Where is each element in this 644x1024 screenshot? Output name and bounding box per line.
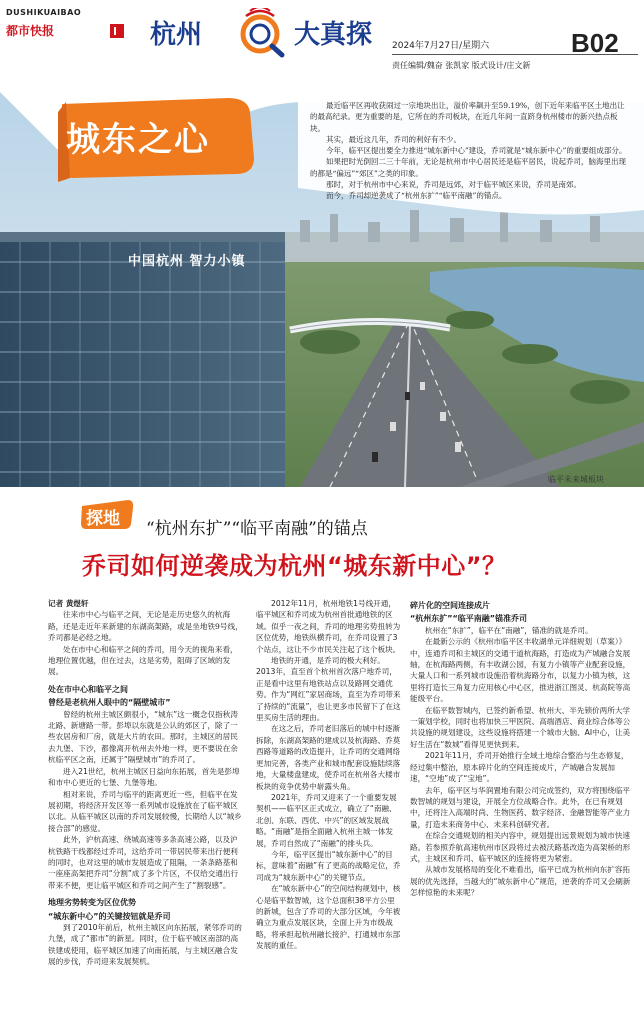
body-paragraph: 在“城东新中心”的空间结构规划中，核心是临平数智城，这个总面积38平方公里的新城，包含了乔司的大部分区域，今年被确立为重点发展区块，全面上升为市级战略，将承担起杭州融长接沪、打通城市东部发展的重任。 (256, 884, 401, 951)
body-paragraph: 从城市发展格局的变化不难看出，临平已成为杭州向东扩容拓展的优先选择，当越大的“城东新中心”规范，逆袭的乔司又会刷新怎样惊艳的未来呢？ (410, 865, 631, 898)
section-heading: 地理劣势转变为区位优势 (48, 898, 136, 908)
body-paragraph: 2012年11月，杭州地铁1号线开通，临平城区和乔司成为杭州首批通地铁的区域。似乎一夜之间，乔司的地理劣势扭转为区位优势，地铁纵横乔司，在乔司设置了3个站点，这让不少市民关注起了这个板块。 (256, 599, 401, 654)
body-paragraph: 相对来说，乔司与临平的距离更近一些，但临平在发展初期，将经济开发区等一系列城市设施放在了临平城区以北。从临平城区以南的乔司发展较慢，长期给人以“城乡接合部”的感觉。 (48, 789, 242, 833)
body-paragraph: 地铁的开通，是乔司的极大利好。2013年，直至首个杭州首次落户地乔司，正是看中这里有地铁站点以及路网交通优势。作为“网红”家居商场，直至为乔司带来了持续的“流量”，也让更多市民留下了在这里买房生活的理由。 (256, 656, 401, 723)
lead-paragraph: 处在市中心和临平之间的乔司，用今天的视角来看，地理位置优越，但在过去，这是劣势，阻碍了区域的发展。 (48, 644, 238, 677)
body-paragraph: 在临平数智城内，已签约新希望、杭州大、半先锁价两所大学一策划学校，同时也将加快三甲医院、高端酒店、商业综合体等公共设施的规划建设，这些设施将搭建一个城市大脑、AI中心，让美好生活在“数城”看得见更快到来。 (410, 705, 631, 749)
body-paragraph: 在这之后，乔司老旧落后的城中村逐渐拆除，东湖高架路的建成以及杭海路、乔莫西路等道路的改造提升，让乔司的交通网络更加完善，各类产业和城市配套设施陆续落地，大量楼盘建成，使乔司在杭州各大楼市板块的竞争优势中崭露头角。 (256, 724, 401, 791)
intro-paragraph: 那时，对于杭州市中心来说，乔司是远郊，对于临平城区来说，乔司是南郊。 (326, 179, 581, 189)
lead-paragraph: 往来市中心与临平之间，无论是走历史悠久的杭海路，还是走近年来新建的东湖高架路，或是坐地铁9号线，乔司都是必经之地。 (48, 610, 243, 643)
body-paragraph: 到了2010年前后，杭州主城区向东拓展，紧邻乔司的九堡，成了“都市”的新星。同时，位于临平城区南部的高铁建成使用，临平城区加速了向南拓展，与主城区融合发展的步伐，乔司迎来发展契机。 (48, 922, 242, 967)
brand-logo-icon (110, 24, 124, 38)
intro-paragraph: 而今，乔司却逆袭成了“杭州东扩”“临平南融”的锚点。 (326, 191, 507, 200)
page-number: B02 (571, 28, 619, 58)
body-paragraph: 在综合交通规划的相关内容中，规划提出远景规划为城市快速路。若参照乔航高速杭州市区段将过去被沃路基改造为高架桥的形式，主城区和乔司、临平城区的连接将更为紧密。 (410, 831, 631, 863)
tag-label: 探地 (86, 509, 120, 529)
article-column-3 (410, 598, 634, 899)
intro-paragraph: 如果把时光倒回二三十年前，无论是杭州市中心居民还是临平居民，说起乔司，脑海里出现的都是“偏远”“郊区”之类的印象。 (310, 157, 626, 178)
magnifier-icon (232, 8, 288, 58)
intro-paragraph: 今年，临平区提出要全力推进“城东新中心”建设，乔司就是“城东新中心”的重要组成部分。 (326, 146, 627, 155)
body-paragraph: 曾经的杭州主城区颇很小，“城东”这一概念仅指秋涛北路、新塘路一带。彭埠以东就是公认的郊区了，除了一些农居房和厂房，就是大片的农田。那时，主城区的居民去九堡、下沙，都像离开杭州去外地一样，更不要说在余杭临平区之南，还属于“隔壁城市”的乔司了。 (48, 709, 238, 765)
body-paragraph: 此外，沪杭高速、绕城高速等多条高速公路，以及沪杭铁路干线都经过乔司，这给乔司一带居民带来出行便利的同时，也对这里的城市发展造成了阻隔，一条条路基和一座座高架把乔司“分割”成了多个片区，不仅给交通出行带来不便，更让临平城区和乔司之间产生了“割裂感”。 (48, 835, 239, 890)
body-paragraph: 在最新公示的《杭州市临平区丰收湖单元详细规划（草案）》中，连通乔司和主城区的交通干道杭海路，打造成为产城融合发展轴，在杭海路两侧，有丰收湖公园，有复力小镇等产业配套设施，大量人口和一系列城市设施沿着杭海路分布，以复力小镇为核，这里将打造长三角复力应用核心中心区，推进浙江图灵、杭高院等高能级平台。 (410, 637, 631, 704)
body-paragraph: 进入21世纪，杭州主城区日益向东拓展，首先是彭埠和市中心更近的七堡、九堡等地。 (48, 766, 240, 788)
byline: 记者 黄煜轩 (48, 599, 89, 608)
body-paragraph: 去年，临平区与华润置地有限公司完成签约，双方将围绕临平数智城的规划与建设，开展全方位战略合作。此外，在已有规划中，还将注入高端时尚、生物医药、数字经济、金融智能等产业力量，打造未来商务中心、未来科创研究者。 (410, 785, 631, 829)
brand-pinyin: DUSHIKUAIBAO (6, 8, 82, 17)
article-column-1 (48, 598, 244, 968)
section-heading: 处在市中心和临平之间 (48, 684, 128, 694)
intro-text (310, 100, 632, 201)
brand-name: 都市快报 (6, 24, 55, 38)
issue-date: 2024年7月27日/星期六 (392, 41, 490, 51)
article-headline: 乔司如何逆袭成为杭州“城东新中心”？ (82, 552, 507, 580)
body-paragraph: 2021年，乔司又迎来了一个重要发展契机——临平区正式成立，确立了“南融、北创、东联、西优、中兴”的区域发展战略。“南融”是指全面融入杭州主城一体发展，乔司自然成了“南融”的排头兵。 (256, 792, 397, 848)
intro-paragraph: 其实，最近这几年，乔司的利好有不少。 (326, 134, 461, 144)
photo-caption: 临平未来城板块 (548, 475, 604, 484)
editors-credit: 责任编辑/魏奋 张凯家 版式设计/庄文新 (392, 61, 531, 70)
section-subheading: 曾经是老杭州人眼中的“隔壁城市” (48, 698, 171, 708)
hero-title: 城东之心 (66, 120, 210, 160)
body-paragraph: 今年，临平区提出“城东新中心”的目标，意味着“南融”有了更高的战略定位，乔司成为“城东新中心”的关键节点。 (256, 849, 401, 882)
column-title-hangzhou: 杭州 (150, 20, 203, 50)
section-subheading: “杭州东扩”“临平南融”锚准乔司 (410, 614, 528, 624)
article-kicker: “杭州东扩”“临平南融”的锚点 (146, 519, 368, 539)
intro-paragraph: 最近临平区再收获闹过一宗地块出让，溢价率飙升至59.19%，创下近年来临平区土地出让的最高纪录。更为重要的是，它所在的乔司板块，在近几年间一直跻身杭州楼市的新兴热点板块。 (310, 101, 625, 133)
section-subheading: “城东新中心”的关键按钮就是乔司 (48, 911, 171, 921)
section-heading: 碎片化的空间连接成片 (410, 601, 490, 610)
column-title-detective: 大真探 (294, 20, 373, 50)
article-column-2 (256, 598, 402, 952)
body-paragraph: 2021年11月，乔司开始推行全域土地综合整治与生态修复，经过集中整治，原本碎片化的空间连接成片，产城融合发展加速，“空地”成了“宝地”。 (410, 751, 629, 784)
body-paragraph: 杭州在“东扩”，临平在“南融”，锚准的就是乔司。 (425, 625, 593, 635)
building-sign: 中国杭州 智力小镇 (128, 254, 246, 269)
